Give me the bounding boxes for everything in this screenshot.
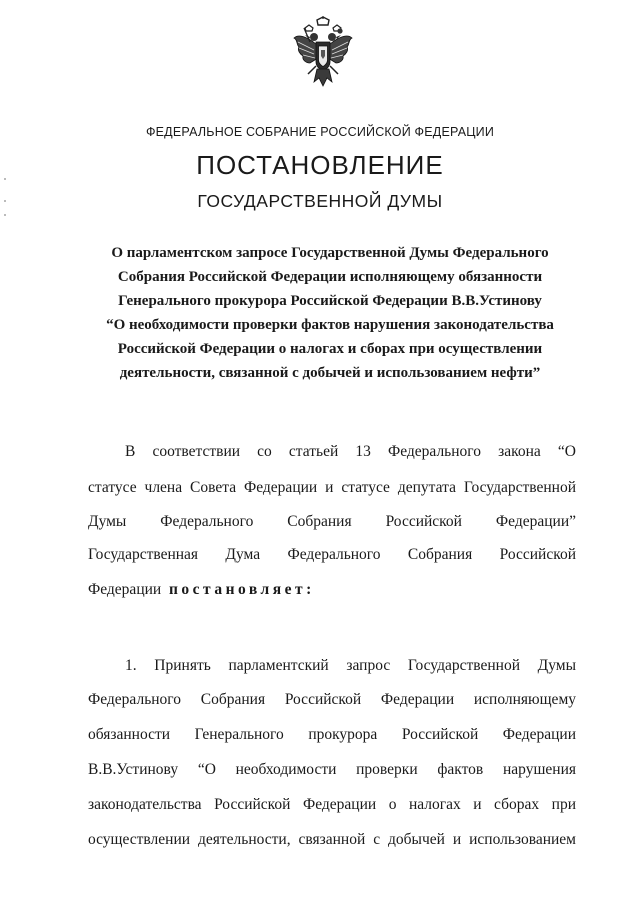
assembly-heading: ФЕДЕРАЛЬНОЕ СОБРАНИЕ РОССИЙСКОЙ ФЕДЕРАЦИИ [145,125,495,139]
item-line: 1. Принять парламентский запрос Государственной Думы [125,657,576,674]
scan-mark [4,214,6,216]
preamble-final-line [88,578,576,602]
item-line: Федерального Собрания Российской Федерации исполняющему [88,691,576,708]
title-line: О парламентском запросе Государственной Думы Федерального [111,245,549,261]
resolution-title [90,241,570,385]
issuer-heading: ГОСУДАРСТВЕННОЙ ДУМЫ [197,191,443,211]
title-line: Собрания Российской Федерации исполняющему обязанности [117,269,543,285]
item-line: В.В.Устинову “О необходимости проверки фактов нарушения [88,761,576,778]
item-line: законодательства Российской Федерации о налогах и сборах при [88,796,576,813]
document-type-heading: ПОСТАНОВЛЕНИЕ [196,150,444,180]
preamble-line: Государственная Дума Федерального Собрания Российской [88,546,576,563]
title-line: деятельности, связанной с добычей и использованием нефти” [119,365,541,381]
preamble-final-word: Федерации [88,581,162,598]
title-line: Генерального прокурора Российской Федерации В.В.Устинову [118,293,542,309]
preamble-line: статусе члена Совета Федерации и статусе депутата Государственной [88,479,576,496]
scan-mark [4,178,6,180]
item-line: осуществлении деятельности, связанной с добычей и использованием [88,831,576,848]
item-line: обязанности Генерального прокурора Российской Федерации [88,726,576,743]
preamble-line: Думы Федерального Собрания Российской Федерации” [88,513,576,530]
scan-mark [4,200,6,202]
coat-of-arms-icon [290,16,356,96]
resolves-keyword: постановляет: [168,581,315,598]
title-line: “О необходимости проверки фактов нарушения законодательства [106,317,554,333]
title-line: Российской Федерации о налогах и сборах при осуществлении [117,341,543,357]
preamble-line: В соответствии со статьей 13 Федерального закона “О [125,443,576,460]
